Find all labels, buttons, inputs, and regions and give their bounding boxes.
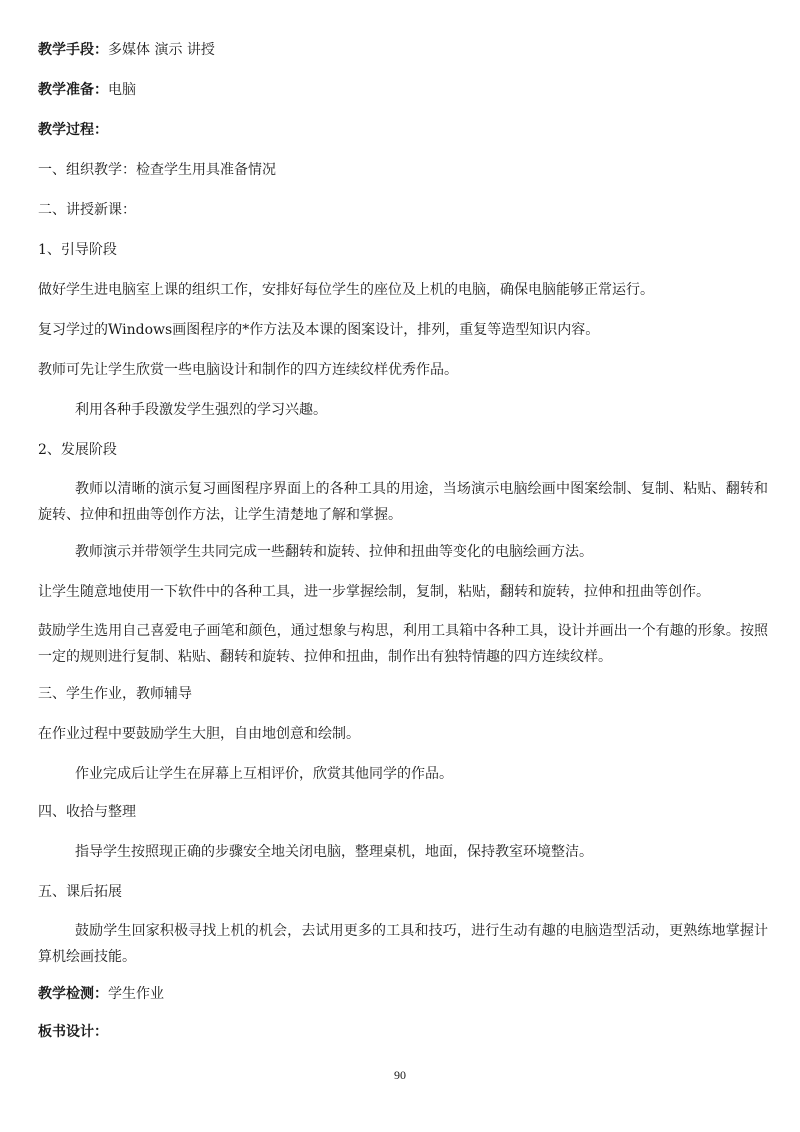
paragraph-demo-tools: 教师以清晰的演示复习画图程序界面上的各种工具的用途，当场演示电脑绘画中图案绘制、复制、粘贴、翻转和旋转、拉伸和扭曲等创作方法，让学生清楚地了解和掌握。	[38, 481, 768, 523]
teaching-means-label: 教学手段：	[38, 42, 108, 58]
teaching-means-line	[38, 40, 768, 60]
subsection-guide: 1、引导阶段	[38, 242, 117, 258]
section-tidy: 四、收拾与整理	[38, 804, 136, 820]
paragraph-encourage-design: 鼓励学生选用自己喜爱电子画笔和颜色，通过想象与构思，利用工具箱中各种工具，设计并画出一个有趣的形象。按照一定的规则进行复制、粘贴、翻转和旋转、拉伸和扭曲，制作出有独特情趣的四方连续纹样。	[38, 623, 768, 665]
paragraph-interest: 利用各种手段激发学生强烈的学习兴趣。	[75, 402, 327, 418]
paragraph-peer-review: 作业完成后让学生在屏幕上互相评价，欣赏其他同学的作品。	[75, 766, 453, 782]
section-organize: 一、组织教学：检查学生用具准备情况	[38, 162, 276, 178]
section-homework: 三、学生作业，教师辅导	[38, 686, 192, 702]
subsection-develop: 2、发展阶段	[38, 442, 117, 458]
paragraph-practice-home: 鼓励学生回家积极寻找上机的机会，去试用更多的工具和技巧，进行生动有趣的电脑造型活动，更熟练地掌握计算机绘画技能。	[38, 923, 768, 965]
section-extension: 五、课后拓展	[38, 884, 122, 900]
paragraph-appreciate: 教师可先让学生欣赏一些电脑设计和制作的四方连续纹样优秀作品。	[38, 362, 458, 378]
paragraph-review: 复习学过的Windows画图程序的*作方法及本课的图案设计，排列，重复等造型知识内容。	[38, 322, 600, 338]
teaching-prep-line	[38, 80, 768, 100]
paragraph-shutdown: 指导学生按照现正确的步骤安全地关闭电脑，整理桌机，地面，保持教室环境整洁。	[75, 844, 593, 860]
paragraph-bold-creation: 在作业过程中要鼓励学生大胆，自由地创意和绘制。	[38, 726, 360, 742]
teaching-test-value: 学生作业	[108, 986, 164, 1002]
paragraph-organize-work: 做好学生进电脑室上课的组织工作，安排好每位学生的座位及上机的电脑，确保电脑能够正常运行。	[38, 282, 654, 298]
teaching-test-label: 教学检测：	[38, 986, 108, 1002]
page-number: 90	[394, 1068, 406, 1082]
teaching-means-value: 多媒体 演示 讲授	[108, 42, 215, 58]
board-design-heading: 板书设计：	[38, 1024, 108, 1040]
paragraph-demo-together: 教师演示并带领学生共同完成一些翻转和旋转、拉伸和扭曲等变化的电脑绘画方法。	[75, 544, 593, 560]
teaching-test-line	[38, 984, 768, 1004]
section-new-lesson: 二、讲授新课：	[38, 202, 136, 218]
paragraph-free-use: 让学生随意地使用一下软件中的各种工具，进一步掌握绘制，复制，粘贴，翻转和旋转，拉伸和扭曲等创作。	[38, 584, 710, 600]
teaching-process-heading: 教学过程：	[38, 122, 108, 138]
teaching-prep-label: 教学准备：	[38, 82, 108, 98]
teaching-prep-value: 电脑	[108, 82, 136, 98]
